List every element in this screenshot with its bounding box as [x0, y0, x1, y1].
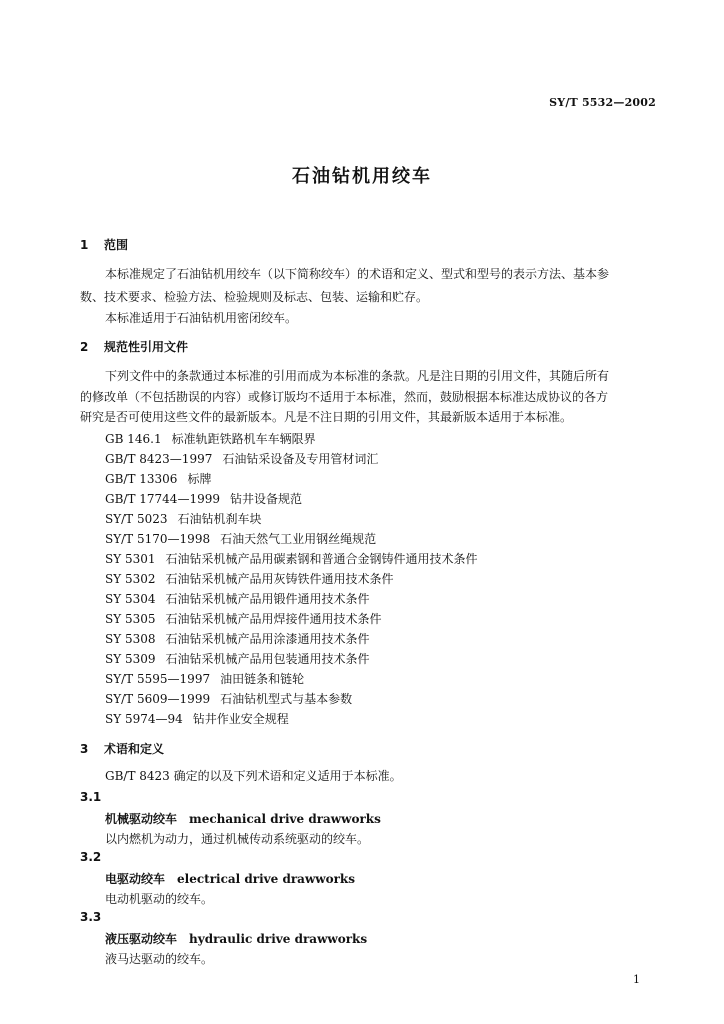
- term-heading: [105, 810, 381, 827]
- reference-code: SY/T 5023: [105, 512, 168, 526]
- section-number: 2: [80, 340, 89, 354]
- section-heading: [80, 338, 188, 355]
- term-definition: 电动机驱动的绞车。: [105, 892, 214, 906]
- reference-title: 石油钻采设备及专用管材词汇: [222, 452, 379, 466]
- reference-code: GB/T 8423—1997: [105, 452, 213, 466]
- page-number: 1: [633, 973, 640, 986]
- reference-item: [105, 470, 211, 487]
- term-en: electrical drive drawworks: [177, 872, 355, 886]
- reference-title: 标牌: [187, 472, 212, 486]
- reference-title: 石油钻采机械产品用焊接件通用技术条件: [165, 612, 382, 626]
- reference-item: [105, 610, 382, 627]
- section-heading: [80, 740, 164, 757]
- reference-code: SY 5974—94: [105, 712, 183, 726]
- reference-code: SY 5305: [105, 612, 156, 626]
- term-zh: 电驱动绞车: [105, 872, 166, 886]
- term-number: 3.1: [80, 790, 102, 804]
- section-title: 规范性引用文件: [104, 340, 189, 354]
- reference-code: GB/T 17744—1999: [105, 492, 220, 506]
- reference-title: 钻井作业安全规程: [192, 712, 289, 726]
- reference-code: SY 5308: [105, 632, 156, 646]
- reference-code: SY/T 5595—1997: [105, 672, 211, 686]
- reference-item: [105, 650, 370, 667]
- term-heading: [105, 870, 355, 887]
- reference-item: [105, 630, 370, 647]
- term-en: hydraulic drive drawworks: [189, 932, 368, 946]
- term-en: mechanical drive drawworks: [189, 812, 381, 826]
- reference-code: SY 5304: [105, 592, 156, 606]
- reference-item: [105, 550, 478, 567]
- reference-title: 石油钻机刹车块: [177, 512, 262, 526]
- reference-code: GB/T 13306: [105, 472, 178, 486]
- section-number: 3: [80, 742, 89, 756]
- term-definition: 液马达驱动的绞车。: [105, 952, 214, 966]
- reference-code: GB 146.1: [105, 432, 162, 446]
- reference-code: SY 5309: [105, 652, 156, 666]
- reference-title: 石油钻机型式与基本参数: [220, 692, 353, 706]
- paragraph: 的修改单（不包括勘误的内容）或修订版均不适用于本标准，然而，鼓励根据本标准达成协议的各方: [80, 390, 609, 404]
- paragraph: GB/T 8423 确定的以及下列术语和定义适用于本标准。: [105, 769, 402, 783]
- reference-item: [105, 590, 370, 607]
- section-number: 1: [80, 238, 89, 252]
- reference-item: [105, 570, 394, 587]
- reference-title: 石油钻采机械产品用碳素钢和普通合金钢铸件通用技术条件: [165, 552, 478, 566]
- reference-title: 石油钻采机械产品用灰铸铁件通用技术条件: [165, 572, 394, 586]
- reference-code: SY/T 5609—1999: [105, 692, 211, 706]
- paragraph: 下列文件中的条款通过本标准的引用而成为本标准的条款。凡是注日期的引用文件，其随后所有: [105, 369, 610, 383]
- reference-item: [105, 690, 352, 707]
- term-number: 3.3: [80, 910, 102, 924]
- document-title: 石油钻机用绞车: [292, 166, 432, 187]
- reference-item: [105, 490, 302, 507]
- reference-code: SY 5302: [105, 572, 156, 586]
- reference-item: [105, 430, 316, 447]
- section-heading: [80, 236, 128, 253]
- section-title: 术语和定义: [104, 742, 165, 756]
- reference-item: [105, 530, 376, 547]
- term-heading: [105, 930, 367, 947]
- paragraph: 本标准规定了石油钻机用绞车（以下简称绞车）的术语和定义、型式和型号的表示方法、基本参: [105, 267, 610, 281]
- reference-item: [105, 450, 378, 467]
- section-title: 范围: [104, 238, 129, 252]
- reference-item: [105, 510, 262, 527]
- reference-item: [105, 710, 289, 727]
- term-definition: 以内燃机为动力，通过机械传动系统驱动的绞车。: [105, 832, 370, 846]
- reference-item: [105, 670, 304, 687]
- standard-code: SY/T 5532—2002: [549, 96, 656, 109]
- term-zh: 机械驱动绞车: [105, 812, 178, 826]
- reference-title: 石油钻采机械产品用锻件通用技术条件: [165, 592, 370, 606]
- reference-code: SY 5301: [105, 552, 156, 566]
- reference-title: 标准轨距铁路机车车辆限界: [171, 432, 316, 446]
- reference-title: 石油天然气工业用钢丝绳规范: [220, 532, 377, 546]
- paragraph: 研究是否可使用这些文件的最新版本。凡是不注日期的引用文件，其最新版本适用于本标准。: [80, 410, 573, 424]
- term-zh: 液压驱动绞车: [105, 932, 178, 946]
- term-number: 3.2: [80, 850, 102, 864]
- reference-title: 石油钻采机械产品用涂漆通用技术条件: [165, 632, 370, 646]
- reference-title: 钻井设备规范: [229, 492, 302, 506]
- paragraph: 数、技术要求、检验方法、检验规则及标志、包装、运输和贮存。: [80, 290, 429, 304]
- reference-title: 油田链条和链轮: [220, 672, 305, 686]
- reference-title: 石油钻采机械产品用包装通用技术条件: [165, 652, 370, 666]
- paragraph: 本标准适用于石油钻机用密闭绞车。: [105, 311, 298, 325]
- reference-code: SY/T 5170—1998: [105, 532, 211, 546]
